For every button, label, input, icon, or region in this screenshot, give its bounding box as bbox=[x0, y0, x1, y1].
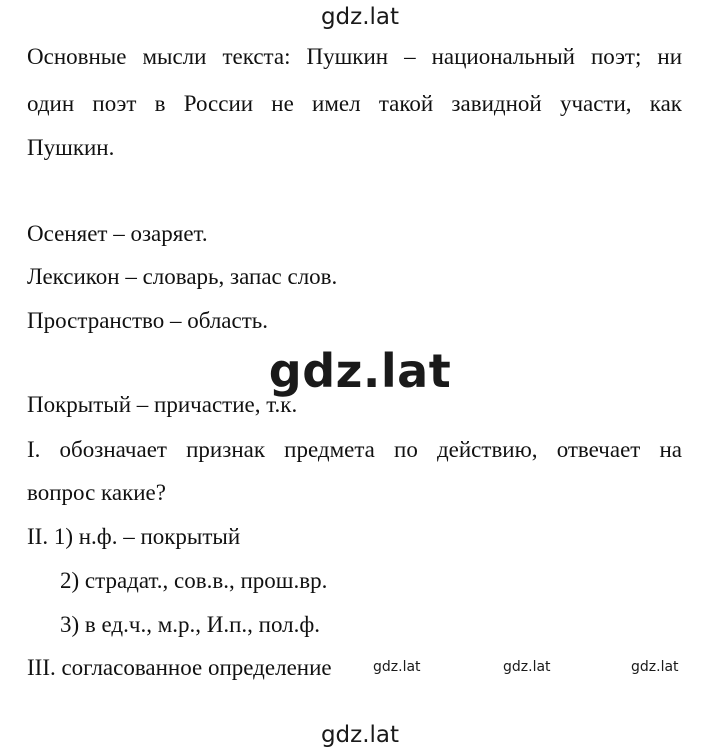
analysis-part2-item-1: II. 1) н.ф. – покрытый bbox=[27, 524, 241, 549]
analysis-part1-line-1: I. обозначает признак предмета по действию, отвечает на bbox=[27, 437, 682, 462]
analysis-part2-item-2: 2) страдат., сов.в., прош.вр. bbox=[60, 568, 328, 593]
main-thoughts-line-1: Основные мысли текста: Пушкин – национальный поэт; ни bbox=[27, 44, 682, 69]
vocabulary-item: Осеняет – озаряет. bbox=[27, 221, 208, 246]
main-thoughts-line-2: один поэт в России не имел такой завидной участи, как bbox=[27, 91, 682, 116]
analysis-part3: III. согласованное определение bbox=[27, 655, 332, 680]
analysis-heading: Покрытый – причастие, т.к. bbox=[27, 392, 298, 417]
vocabulary-item: Пространство – область. bbox=[27, 308, 269, 333]
watermark-large: gdz.lat bbox=[268, 344, 452, 398]
watermark-small-2: gdz.lat bbox=[503, 659, 551, 675]
vocabulary-item: Лексикон – словарь, запас слов. bbox=[27, 264, 338, 289]
analysis-part1-line-2: вопрос какие? bbox=[27, 480, 166, 505]
main-thoughts-line-3: Пушкин. bbox=[27, 135, 115, 160]
watermark-small-3: gdz.lat bbox=[631, 659, 679, 675]
analysis-part2-item-3: 3) в ед.ч., м.р., И.п., пол.ф. bbox=[60, 612, 321, 637]
watermark-top: gdz.lat bbox=[320, 4, 400, 30]
watermark-small-1: gdz.lat bbox=[373, 659, 421, 675]
watermark-bottom: gdz.lat bbox=[320, 722, 400, 748]
